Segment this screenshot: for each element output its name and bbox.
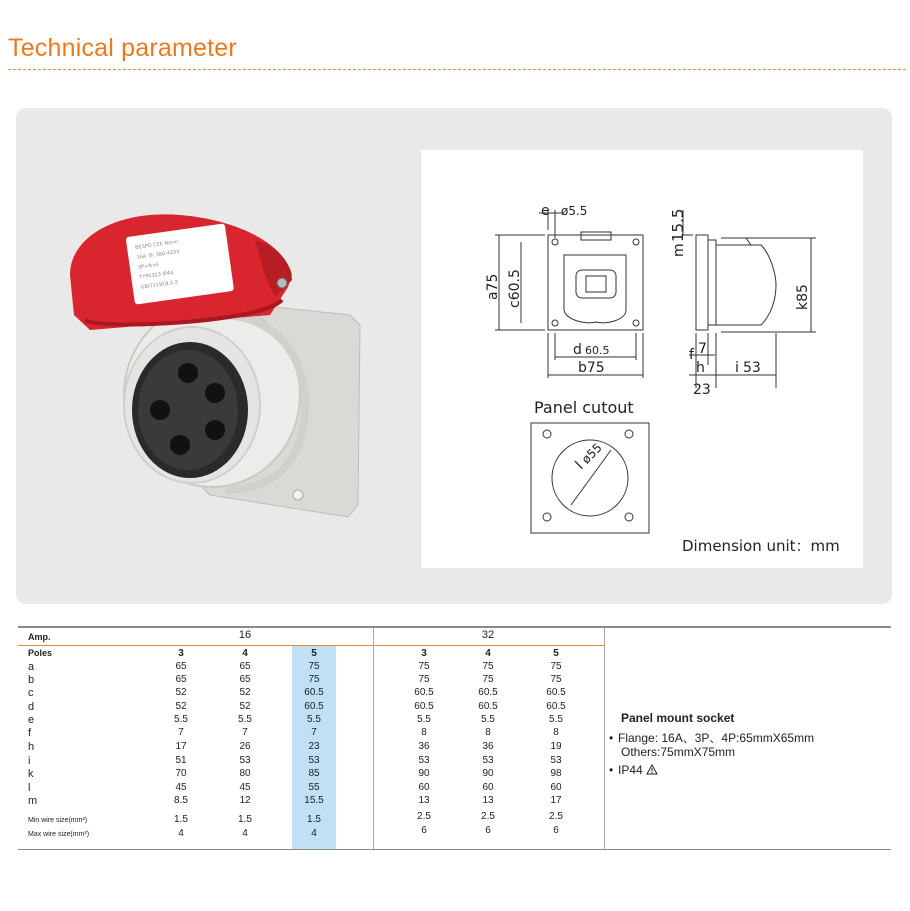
table-cell: 65 bbox=[239, 661, 251, 672]
table-cell: 13 bbox=[482, 795, 494, 806]
table-cell: 5.5 bbox=[417, 714, 431, 725]
table-cell: 45 bbox=[239, 782, 251, 793]
table-cell: 5.5 bbox=[481, 714, 495, 725]
row-label: d bbox=[28, 701, 35, 713]
table-cell: 8 bbox=[485, 727, 491, 738]
table-cell: 60.5 bbox=[546, 687, 566, 698]
table-cell: 2.5 bbox=[417, 811, 431, 822]
table-cell: 75 bbox=[550, 661, 562, 672]
table-cell: 2.5 bbox=[481, 811, 495, 822]
table-cell: 13 bbox=[418, 795, 430, 806]
table-cell: 53 bbox=[550, 755, 562, 766]
table-cell: 8 bbox=[553, 727, 559, 738]
table-cell: 8.5 bbox=[174, 795, 188, 806]
svg-text:3P+N+E: 3P+N+E bbox=[137, 261, 160, 271]
table-cell: 90 bbox=[482, 768, 494, 779]
table-cell: 23 bbox=[308, 741, 320, 752]
label-h-value: 23 bbox=[693, 382, 711, 398]
svg-text:16A 3h 380-415V: 16A 3h 380-415V bbox=[136, 248, 181, 261]
table-cell: 53 bbox=[418, 755, 430, 766]
table-cell: 8 bbox=[421, 727, 427, 738]
table-cell: 60 bbox=[550, 782, 562, 793]
table-cell: 52 bbox=[239, 687, 251, 698]
spec-ip: • IP44 bbox=[609, 763, 658, 777]
table-cell: 60.5 bbox=[304, 701, 324, 712]
label-i-value: 53 bbox=[743, 360, 761, 376]
label-l: l bbox=[572, 458, 587, 473]
table-cell: 5.5 bbox=[174, 714, 188, 725]
table-cell: 1.5 bbox=[174, 814, 188, 825]
label-b: b75 bbox=[578, 360, 605, 376]
table-cell: 36 bbox=[418, 741, 430, 752]
spec-title: Panel mount socket bbox=[621, 711, 735, 725]
row-label: k bbox=[28, 768, 34, 780]
table-cell: 65 bbox=[175, 661, 187, 672]
table-cell: 65 bbox=[175, 674, 187, 685]
row-label: Max wire size(mm²) bbox=[28, 831, 90, 838]
table-cell: 53 bbox=[308, 755, 320, 766]
table-cell: 80 bbox=[239, 768, 251, 779]
warning-icon bbox=[646, 764, 658, 775]
socket-product-image bbox=[60, 205, 370, 535]
label-c: c60.5 bbox=[507, 269, 523, 308]
table-cell: 65 bbox=[239, 674, 251, 685]
row-label: e bbox=[28, 714, 35, 726]
table-cell: 15.5 bbox=[304, 795, 324, 806]
label-m-value: 15.5 bbox=[669, 208, 687, 242]
table-cell: 75 bbox=[418, 661, 430, 672]
table-cell: 5.5 bbox=[238, 714, 252, 725]
table-cell: 36 bbox=[482, 741, 494, 752]
pole-header: 4 bbox=[485, 648, 491, 659]
panel-cutout-title: Panel cutout bbox=[534, 398, 634, 417]
table-cell: 60.5 bbox=[478, 687, 498, 698]
svg-text:TYP6323 IP44: TYP6323 IP44 bbox=[138, 270, 174, 281]
table-cell: 90 bbox=[418, 768, 430, 779]
table-cell: 5.5 bbox=[307, 714, 321, 725]
table-cell: 70 bbox=[175, 768, 187, 779]
table-cell: 4 bbox=[311, 828, 317, 839]
label-d-value: 60.5 bbox=[585, 344, 610, 357]
table-cell: 60.5 bbox=[414, 701, 434, 712]
table-cell: 17 bbox=[550, 795, 562, 806]
label-m: m bbox=[671, 243, 687, 257]
label-k: k85 bbox=[795, 284, 811, 310]
table-cell: 75 bbox=[308, 674, 320, 685]
label-f: f bbox=[689, 347, 694, 363]
page-title: Technical parameter bbox=[8, 34, 237, 62]
header-separator bbox=[18, 645, 604, 646]
label-a: a75 bbox=[485, 273, 501, 300]
row-label: i bbox=[28, 755, 31, 767]
table-cell: 60.5 bbox=[546, 701, 566, 712]
row-label: h bbox=[28, 741, 35, 753]
table-cell: 85 bbox=[308, 768, 320, 779]
row-label: l bbox=[28, 782, 31, 794]
table-cell: 75 bbox=[308, 661, 320, 672]
table-cell: 52 bbox=[175, 687, 187, 698]
table-cell: 52 bbox=[239, 701, 251, 712]
label-e: e bbox=[541, 203, 550, 219]
svg-text:GB/T11918.1-2: GB/T11918.1-2 bbox=[140, 279, 179, 291]
poles-label: Poles bbox=[28, 648, 53, 658]
table-cell: 60.5 bbox=[414, 687, 434, 698]
table-cell: 1.5 bbox=[238, 814, 252, 825]
table-cell: 4 bbox=[178, 828, 184, 839]
table-cell: 6 bbox=[553, 825, 559, 836]
pole-header: 3 bbox=[178, 648, 184, 659]
row-label: Min wire size(mm²) bbox=[28, 817, 88, 824]
table-cell: 75 bbox=[418, 674, 430, 685]
table-cell: 26 bbox=[239, 741, 251, 752]
label-d: d bbox=[573, 342, 582, 358]
table-cell: 6 bbox=[485, 825, 491, 836]
row-label: a bbox=[28, 661, 35, 673]
table-cell: 51 bbox=[175, 755, 187, 766]
label-h: h bbox=[696, 360, 705, 376]
group-16: 16 bbox=[238, 629, 252, 641]
spec-flange: • Flange: 16A、3P、4P:65mmX65mm bbox=[609, 731, 815, 745]
dimension-drawing bbox=[421, 150, 863, 568]
table-cell: 52 bbox=[175, 701, 187, 712]
table-cell: 1.5 bbox=[307, 814, 321, 825]
label-e-value: ø5.5 bbox=[561, 204, 588, 218]
pole-header: 4 bbox=[242, 648, 248, 659]
table-cell: 7 bbox=[311, 727, 317, 738]
table-cell: 19 bbox=[550, 741, 562, 752]
row-label: b bbox=[28, 674, 35, 686]
svg-text:BESPO CEE Norm: BESPO CEE Norm bbox=[134, 239, 179, 252]
table-cell: 75 bbox=[550, 674, 562, 685]
row-label: c bbox=[28, 687, 34, 699]
group-32: 32 bbox=[481, 629, 495, 641]
table-cell: 75 bbox=[482, 674, 494, 685]
table-cell: 5.5 bbox=[549, 714, 563, 725]
pole-header: 5 bbox=[311, 648, 317, 659]
table-cell: 60.5 bbox=[304, 687, 324, 698]
table-cell: 4 bbox=[242, 828, 248, 839]
dimension-unit-note: Dimension unit：mm bbox=[682, 537, 840, 555]
table-cell: 7 bbox=[242, 727, 248, 738]
table-cell: 55 bbox=[308, 782, 320, 793]
pole-header: 3 bbox=[421, 648, 427, 659]
amp-label: Amp. bbox=[28, 632, 51, 642]
table-cell: 45 bbox=[175, 782, 187, 793]
table-cell: 98 bbox=[550, 768, 562, 779]
title-divider bbox=[8, 69, 906, 70]
table-cell: 60 bbox=[482, 782, 494, 793]
pole-header: 5 bbox=[553, 648, 559, 659]
table-cell: 2.5 bbox=[549, 811, 563, 822]
table-cell: 60 bbox=[418, 782, 430, 793]
table-cell: 60.5 bbox=[478, 701, 498, 712]
table-cell: 75 bbox=[482, 661, 494, 672]
table-cell: 7 bbox=[178, 727, 184, 738]
label-i: i bbox=[735, 360, 739, 376]
table-cell: 17 bbox=[175, 741, 187, 752]
label-l-value: ø55 bbox=[578, 440, 605, 467]
row-label: f bbox=[28, 727, 32, 739]
table-cell: 12 bbox=[239, 795, 251, 806]
table-cell: 53 bbox=[482, 755, 494, 766]
table-cell: 6 bbox=[421, 825, 427, 836]
spec-others: Others:75mmX75mm bbox=[621, 745, 736, 759]
label-f-value: 7 bbox=[698, 341, 707, 357]
table-cell: 53 bbox=[239, 755, 251, 766]
row-label: m bbox=[28, 795, 38, 807]
